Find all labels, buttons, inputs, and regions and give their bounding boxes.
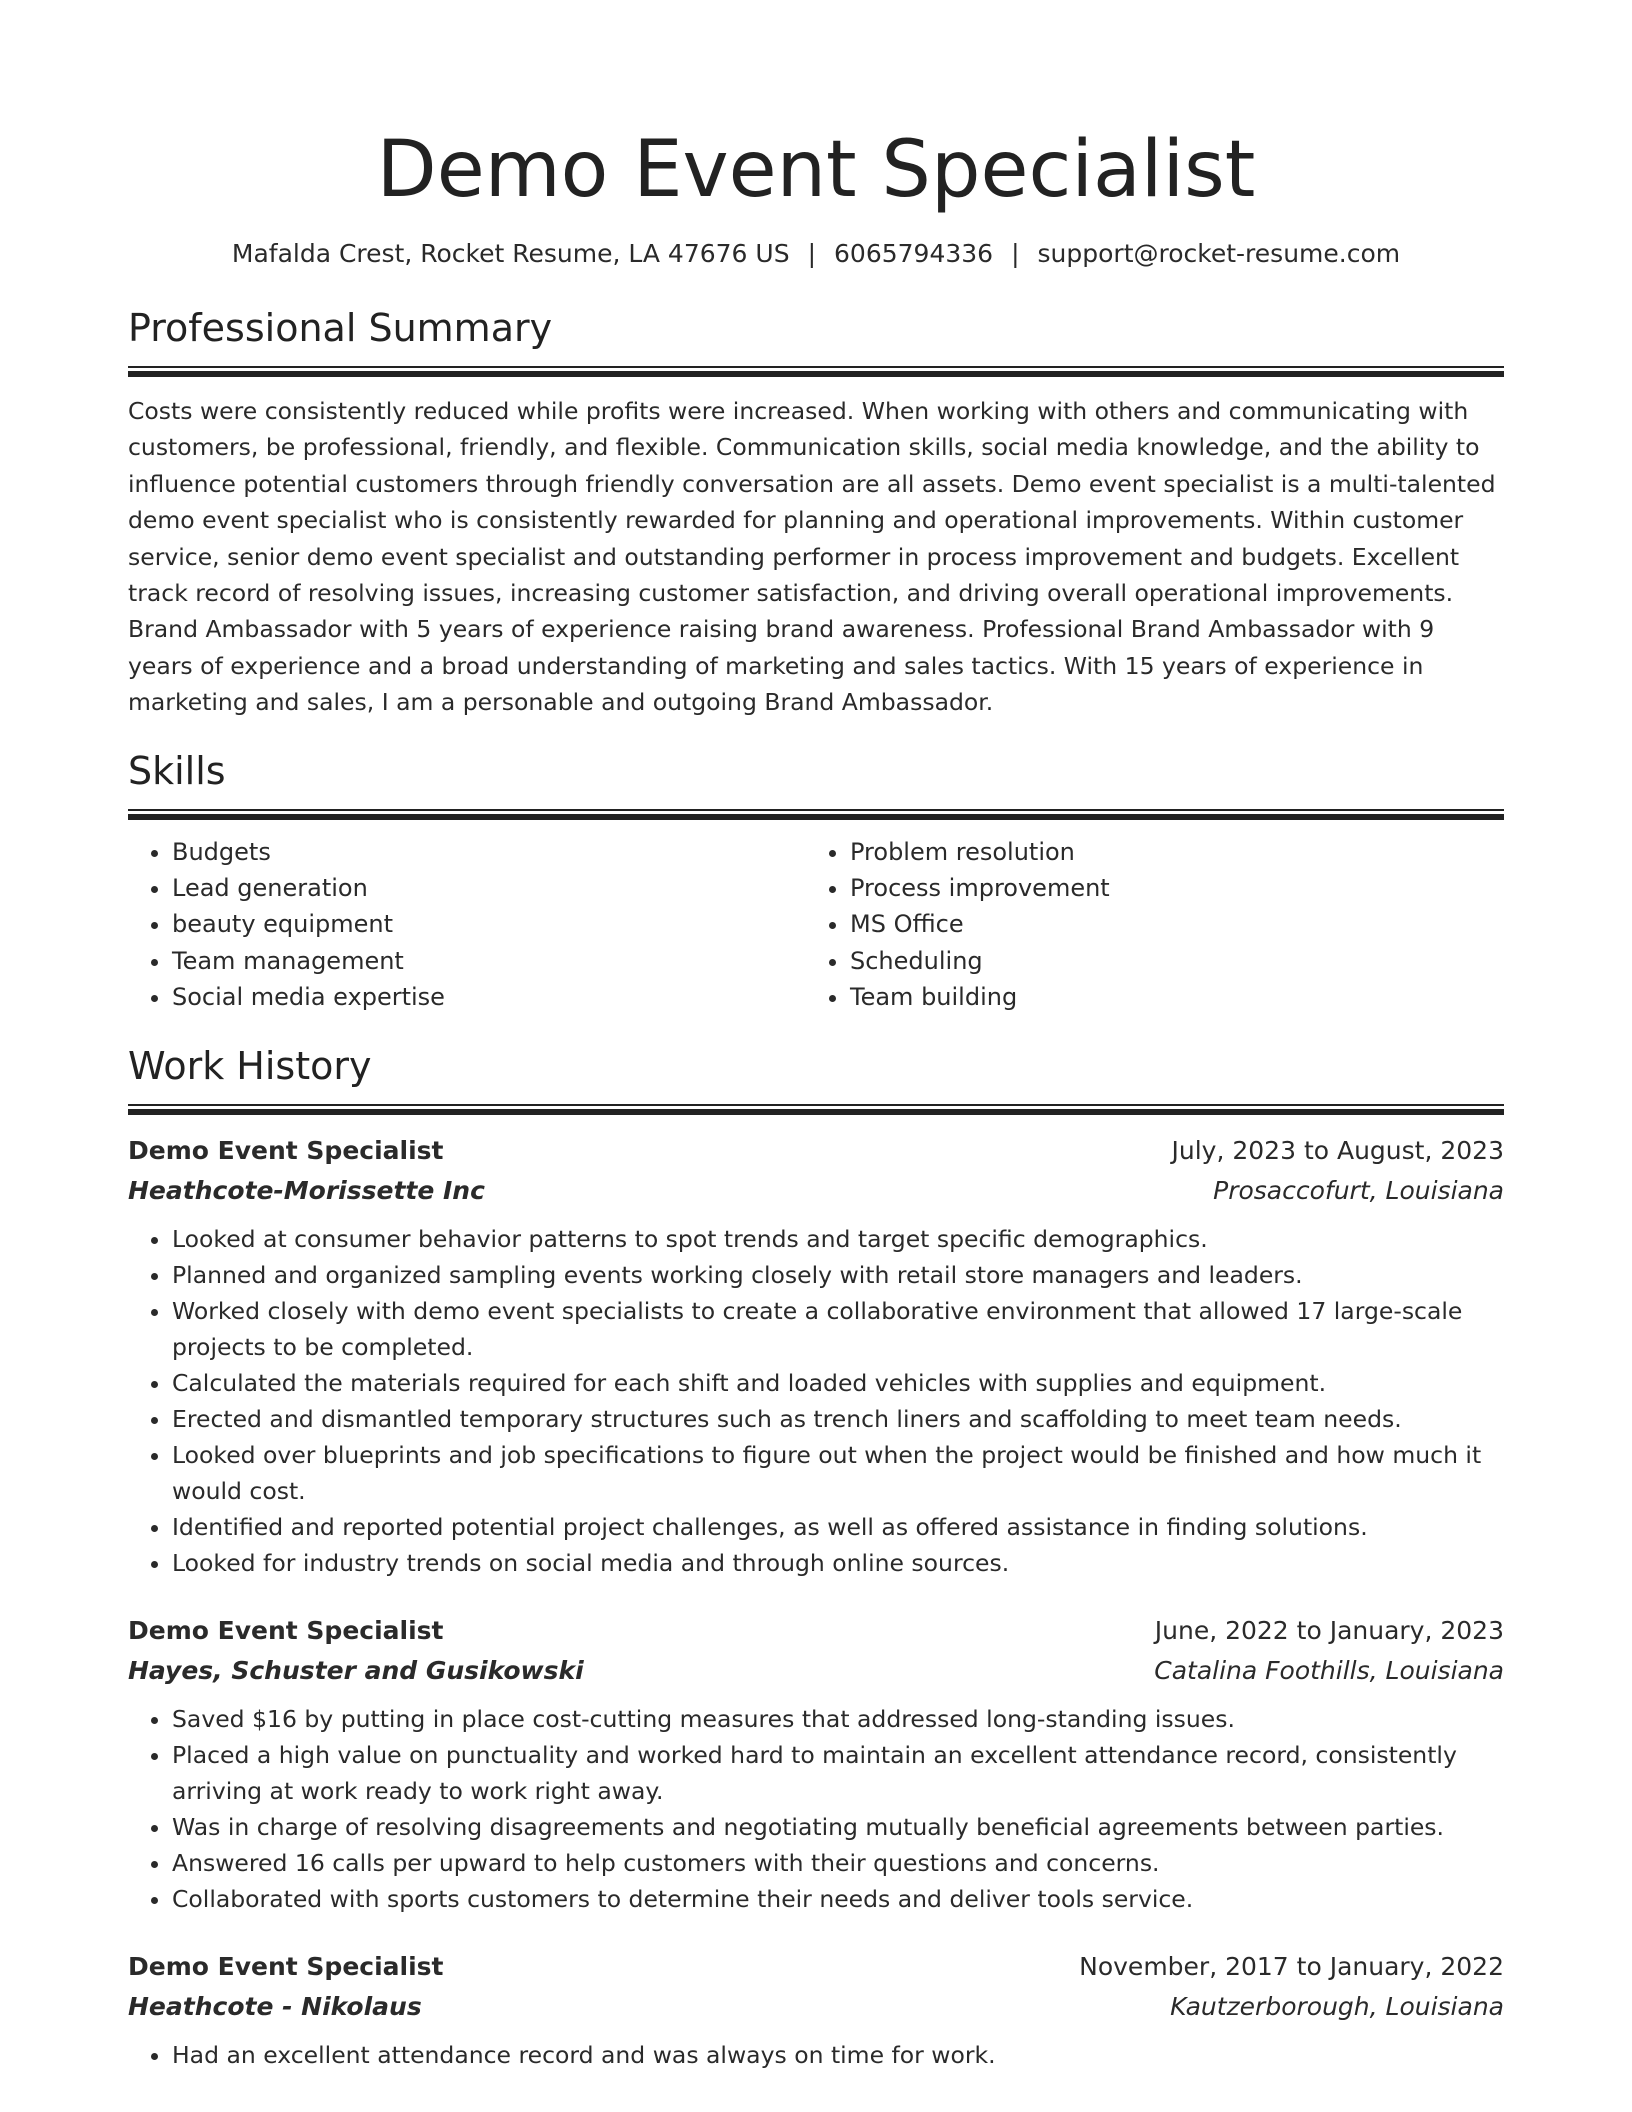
section-divider	[128, 809, 1504, 820]
job-bullets	[128, 1701, 1504, 1917]
skill-item: • beauty equipment	[172, 906, 806, 942]
job-subheader	[128, 1171, 1504, 1211]
contact-separator: |	[807, 239, 817, 268]
section-title-summary: Professional Summary	[128, 306, 553, 350]
job-company: Hayes, Schuster and Gusikowski	[128, 1655, 584, 1685]
job-bullet: • Collaborated with sports customers to determine their needs and deliver tools service.	[172, 1881, 1504, 1917]
job-bullet: • Calculated the materials required for each shift and loaded vehicles with supplies and equipment.	[172, 1365, 1504, 1401]
job-title: Demo Event Specialist	[128, 1615, 444, 1645]
job-company: Heathcote-Morissette Inc	[128, 1175, 485, 1205]
job-bullet: • Looked for industry trends on social media and through online sources.	[172, 1545, 1504, 1581]
contact-address: Mafalda Crest, Rocket Resume, LA 47676 US	[231, 239, 790, 268]
skills-column-left	[128, 834, 806, 1016]
job-bullet: • Placed a high value on punctuality and worked hard to maintain an excellent attendance record, consistently arriving at work ready to work right away.	[172, 1737, 1504, 1809]
contact-line	[128, 236, 1504, 272]
skill-item: • Team management	[172, 943, 806, 979]
job-bullet: • Looked over blueprints and job specifications to figure out when the project would be finished and how much it would cost.	[172, 1437, 1504, 1509]
job-header	[128, 1611, 1504, 1651]
job-bullet: • Erected and dismantled temporary structures such as trench liners and scaffolding to meet team needs.	[172, 1401, 1504, 1437]
skills-columns	[128, 834, 1504, 1016]
resume-page	[128, 0, 1504, 2073]
skills-column-right	[806, 834, 1484, 1016]
job-header	[128, 1947, 1504, 1987]
section-divider	[128, 366, 1504, 377]
summary-text: Costs were consistently reduced while profits were increased. When working with others and communicating with customers, be professional, friendly, and flexible. Communication skills, social media knowledge, and the ability to influence potential customers through friendly conversation are all assets. Demo event specialist is a multi-talented demo event specialist who is consistently rewarded for planning and operational improvements. Within customer service, senior demo event specialist and outstanding performer in process improvement and budgets. Excellent track record of resolving issues, increasing customer satisfaction, and driving overall operational improvements. Brand Ambassador with 5 years of experience raising brand awareness. Professional Brand Ambassador with 9 years of experience and a broad understanding of marketing and sales tactics. With 15 years of experience in marketing and sales, I am a personable and outgoing Brand Ambassador.	[128, 397, 1496, 717]
job-title: Demo Event Specialist	[128, 1951, 444, 1981]
skill-item: • Problem resolution	[850, 834, 1484, 870]
job-header	[128, 1131, 1504, 1171]
job-bullet: • Identified and reported potential project challenges, as well as offered assistance in finding solutions.	[172, 1509, 1504, 1545]
job-bullets	[128, 2037, 1504, 2073]
skill-item: • Process improvement	[850, 870, 1484, 906]
skill-item: • Team building	[850, 979, 1484, 1015]
section-title-skills: Skills	[128, 748, 226, 793]
contact-phone: 6065794336	[834, 239, 994, 268]
job-entry	[128, 1131, 1504, 1581]
contact-separator: |	[1011, 239, 1020, 268]
skill-item: • Lead generation	[172, 870, 806, 906]
job-entry	[128, 1947, 1504, 2073]
contact-email: support@rocket-resume.com	[1037, 239, 1401, 268]
work-history-section	[128, 1042, 1504, 2073]
job-bullet: • Looked at consumer behavior patterns to spot trends and target specific demographics.	[172, 1221, 1504, 1257]
skill-item: • MS Office	[850, 906, 1484, 942]
job-subheader	[128, 1651, 1504, 1691]
job-dates: July, 2023 to August, 2023	[1171, 1135, 1504, 1165]
job-location: Catalina Foothills, Louisiana	[1154, 1655, 1504, 1685]
job-bullet: • Saved $16 by putting in place cost-cutting measures that addressed long-standing issues.	[172, 1701, 1504, 1737]
skill-item: • Social media expertise	[172, 979, 806, 1015]
job-entry	[128, 1611, 1504, 1917]
job-dates: June, 2022 to January, 2023	[1154, 1615, 1504, 1645]
job-bullets	[128, 1221, 1504, 1581]
skill-item: • Budgets	[172, 834, 806, 870]
job-bullet: • Worked closely with demo event specialists to create a collaborative environment that allowed 17 large-scale projects to be completed.	[172, 1293, 1504, 1365]
job-title: Demo Event Specialist	[128, 1135, 444, 1165]
candidate-name: Demo Event Specialist	[376, 125, 1256, 215]
job-bullet: • Had an excellent attendance record and was always on time for work.	[172, 2037, 1504, 2073]
job-company: Heathcote - Nikolaus	[128, 1991, 422, 2021]
job-bullet: • Answered 16 calls per upward to help customers with their questions and concerns.	[172, 1845, 1504, 1881]
section-divider	[128, 1104, 1504, 1115]
job-location: Prosaccofurt, Louisiana	[1213, 1175, 1504, 1205]
job-subheader	[128, 1987, 1504, 2027]
skills-section	[128, 747, 1504, 1016]
job-dates: November, 2017 to January, 2022	[1079, 1951, 1504, 1981]
skill-item: • Scheduling	[850, 943, 1484, 979]
summary-section	[128, 304, 1504, 721]
job-bullet: • Planned and organized sampling events working closely with retail store managers and leaders.	[172, 1257, 1504, 1293]
section-title-work-history: Work History	[128, 1043, 372, 1088]
job-bullet: • Was in charge of resolving disagreements and negotiating mutually beneficial agreements between parties.	[172, 1809, 1504, 1845]
job-location: Kautzerborough, Louisiana	[1170, 1991, 1504, 2021]
